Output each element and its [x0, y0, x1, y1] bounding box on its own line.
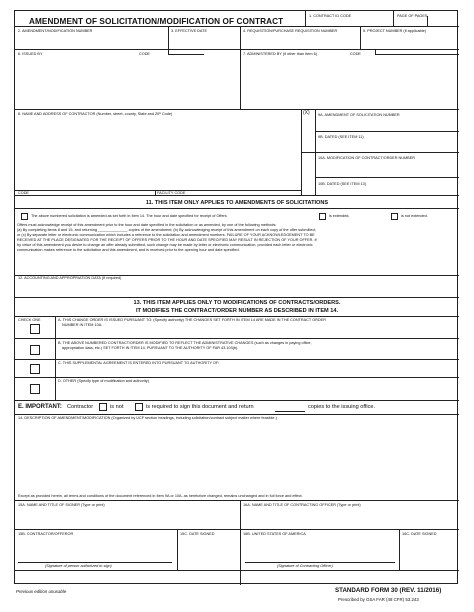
- code-box-bottom: [168, 54, 204, 55]
- divider: [55, 316, 56, 400]
- is-not-extended-label: is not extended.: [401, 214, 428, 218]
- prescribed-by-note: Prescribed by GSA FAR (48 CFR) 53.243: [338, 597, 419, 602]
- item-d-label: D. OTHER (Specify type of modification and authority): [58, 379, 149, 383]
- divider: [360, 26, 361, 49]
- instruction-line: (a) By completing items 8 and 15, and returning ______________ copies of the amendment; (b) By acknowledging receipt of this amendment on each copy of the offer submitted;: [17, 228, 316, 233]
- divider: [15, 26, 459, 27]
- divider: [399, 529, 400, 570]
- divider: [15, 414, 459, 415]
- item-a-line-2: NUMBER IN ITEM 10A.: [62, 323, 103, 327]
- item-d-checkbox[interactable]: [30, 384, 40, 394]
- divider: [15, 208, 459, 209]
- divider: [15, 297, 459, 298]
- is-required-label: is required to sign this document and return: [146, 404, 254, 410]
- facility-code-label: FACILITY CODE: [157, 191, 186, 195]
- item-b-line-2: appropriation data, etc.) SET FORTH IN ITEM 14, PURSUANT TO THE AUTHORITY OF FAR 43.103(b).: [62, 346, 239, 350]
- copies-blank-line[interactable]: [275, 411, 305, 412]
- divider: [15, 49, 459, 50]
- section-13-heading-1: 13. THIS ITEM APPLIES ONLY TO MODIFICATIONS OF CONTRACTS/ORDERS.: [133, 300, 341, 306]
- copies-label: copies to the issuing office.: [308, 404, 376, 410]
- item-c-checkbox[interactable]: [30, 364, 40, 374]
- item-b-line-1: B. THE ABOVE NUMBERED CONTRACT/ORDER IS MODIFIED TO REFLECT THE ADMINISTRATIVE CHANGES (such as changes in paying office,: [58, 341, 312, 345]
- officer-signature-caption: (Signature of Contracting Officer): [277, 564, 333, 568]
- item-15c-label: 15C. DATE SIGNED: [180, 532, 215, 536]
- divider: [15, 377, 459, 378]
- divider: [240, 49, 241, 109]
- divider: [15, 500, 459, 501]
- instruction-line: by virtue of this amendment you desire to change an offer already submitted, such change may be made by letter or electronic communication, provided each letter or electronic: [17, 243, 313, 248]
- item-a-line-1: A. THIS CHANGE ORDER IS ISSUED PURSUANT TO: (Specify authority) THE CHANGES SET FORTH IN ITEM 14 ARE MADE IN THE CONTRACT ORDER: [58, 318, 326, 322]
- divider: [301, 152, 459, 153]
- contractor-signature-caption: (Signature of person authorized to sign): [45, 564, 112, 568]
- mark-x-header: (X): [303, 110, 310, 116]
- amendment-number-label: 2. AMENDMENT/MODIFICATION NUMBER: [18, 29, 93, 33]
- divider: [315, 177, 459, 178]
- administered-by-code-label: CODE: [350, 52, 361, 56]
- sf30-form: [14, 10, 458, 584]
- divider: [305, 11, 306, 26]
- contractor-code-label: CODE: [18, 191, 29, 195]
- form-title: AMENDMENT OF SOLICITATION/MODIFICATION OF CONTRACT: [29, 17, 284, 26]
- item-15b-label: 15B. CONTRACTOR/OFFEROR: [18, 532, 74, 536]
- issued-by-code-label: CODE: [139, 52, 150, 56]
- item-14-label: 14. DESCRIPTION OF AMENDMENT/MODIFICATION (Organized by UCF section headings, including solicitation/contract subject matter where feasible.): [18, 416, 277, 420]
- divider: [15, 109, 459, 110]
- issued-by-label: 6. ISSUED BY: [18, 52, 43, 56]
- requisition-number-label: 4. REQUISITION/PURCHASE REQUISITION NUMBER: [243, 29, 338, 33]
- instruction-line: Offers must acknowledge receipt of this amendment prior to the hour and date specified in the solicitation or as amended, by one of the following methods:: [17, 223, 277, 227]
- item-15a-label: 15A. NAME AND TITLE OF SIGNER (Type or print): [18, 503, 105, 507]
- divider: [315, 131, 459, 132]
- divider: [15, 338, 459, 339]
- item-10a-label: 10A. MODIFICATION OF CONTRACT/ORDER NUMBER: [318, 156, 415, 160]
- is-not-extended-checkbox[interactable]: [391, 213, 398, 220]
- divider: [427, 16, 428, 26]
- code-box-bottom: [375, 54, 459, 55]
- item-c-label: C. THIS SUPPLEMENTAL AGREEMENT IS ENTERED INTO PURSUANT TO AUTHORITY OF:: [58, 361, 220, 365]
- item-a-checkbox[interactable]: [30, 324, 40, 334]
- important-label: E. IMPORTANT:: [18, 404, 62, 410]
- divider: [177, 529, 178, 570]
- divider: [15, 359, 459, 360]
- officer-signature-line[interactable]: [245, 562, 395, 563]
- divider: [15, 195, 459, 196]
- divider: [15, 570, 459, 571]
- item-16b-label: 16B. UNITED STATES OF AMERICA: [243, 532, 306, 536]
- effective-date-label: 3. EFFECTIVE DATE: [171, 29, 208, 33]
- is-required-checkbox[interactable]: [135, 403, 143, 411]
- item-b-checkbox[interactable]: [30, 345, 40, 355]
- divider: [15, 316, 459, 317]
- divider: [168, 26, 169, 49]
- is-extended-checkbox[interactable]: [319, 213, 326, 220]
- contractor-name-address-label: 8. NAME AND ADDRESS OF CONTRACTOR (Number, street, county, State and ZIP Code): [18, 112, 173, 116]
- amended-checkbox[interactable]: [21, 213, 28, 220]
- section-11-instructions: [17, 223, 457, 254]
- instruction-line: or (c) By separate letter or electronic communication which includes a reference to the solicitation and amendment numbers. FAILURE OF YOUR ACKNOWLEDGEMENT TO BE: [17, 233, 315, 238]
- section-13-heading-2: IT MODIFIES THE CONTRACT/ORDER NUMBER AS DESCRIBED IN ITEM 14.: [135, 308, 339, 314]
- standard-form-name: STANDARD FORM 30 (REV. 11/2016): [335, 587, 442, 594]
- divider: [15, 529, 459, 530]
- item-9a-label: 9A. AMENDMENT OF SOLICITATION NUMBER: [318, 113, 400, 117]
- divider: [240, 26, 241, 49]
- item-14-description-area[interactable]: [17, 421, 457, 491]
- contractor-signature-line[interactable]: [18, 562, 172, 563]
- contract-id-code-label: 1. CONTRACT ID CODE: [309, 14, 352, 18]
- section-11-heading: 11. THIS ITEM ONLY APPLIES TO AMENDMENTS OF SOLICITATIONS: [145, 200, 329, 206]
- divider: [15, 400, 459, 401]
- instruction-line: RECEIVED AT THE PLACE DESIGNATED FOR THE RECEIPT OF OFFERS PRIOR TO THE HOUR AND DATE SPECIFIED MAY RESULT IN REJECTION OF YOUR OFFER. If: [17, 238, 317, 243]
- item-10b-label: 10B. DATED (SEE ITEM 13): [318, 182, 367, 186]
- page-of-pages-label: PAGE OF PAGES: [397, 14, 428, 18]
- instruction-line: communication makes reference to the solicitation and this amendment, and is received prior to the opening hour and date specified.: [17, 248, 240, 253]
- item-16a-label: 16A. NAME AND TITLE OF CONTRACTING OFFICER (Type or print): [243, 503, 361, 507]
- contractor-word: Contractor: [67, 404, 94, 410]
- accounting-data-label: 12. ACCOUNTING AND APPROPRIATION DATA (If required): [18, 276, 122, 280]
- is-not-label: is not: [110, 404, 124, 410]
- except-provided-text: Except as provided herein, all terms and conditions of the document referenced in Item 9A or 10A, as heretofore changed, remains unchanged and in full force and effect.: [18, 494, 303, 498]
- administered-by-label: 7. ADMINISTERED BY (if other than Item 6): [243, 52, 317, 56]
- check-one-label: CHECK ONE: [18, 318, 41, 322]
- item-9b-label: 9B. DATED (SEE ITEM 11): [318, 135, 364, 139]
- divider: [393, 11, 394, 26]
- project-number-label: 5. PROJECT NUMBER (if applicable): [363, 29, 427, 33]
- section-11-line-1: The above numbered solicitation is amended as set forth in Item 14. The hour and date specified for receipt of Offers: [31, 214, 227, 218]
- previous-edition-note: Previous edition unusable: [16, 589, 67, 594]
- is-not-checkbox[interactable]: [99, 403, 107, 411]
- divider: [240, 500, 241, 585]
- is-extended-label: is extended,: [329, 214, 350, 218]
- item-16c-label: 16C. DATE SIGNED: [402, 532, 437, 536]
